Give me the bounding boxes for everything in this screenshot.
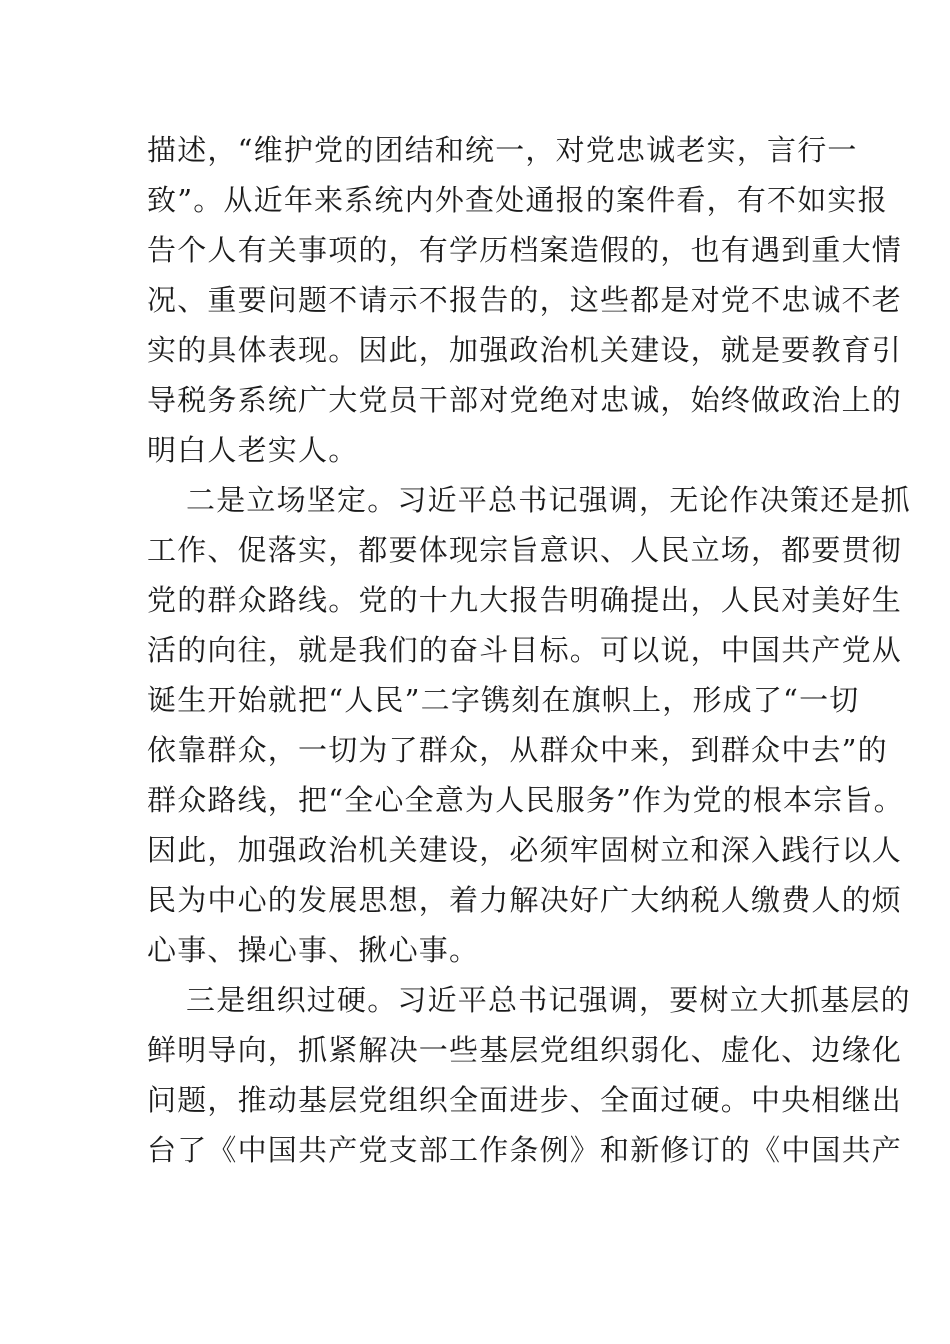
text-line: 群众路线，把“全心全意为人民服务”作为党的根本宗旨。	[147, 783, 904, 817]
text-line: 因此，加强政治机关建设，必须牢固树立和深入践行以人	[147, 833, 903, 867]
text-line: 鲜明导向，抓紧解决一些基层党组织弱化、虚化、边缘化	[147, 1033, 903, 1067]
text-line: 心事、操心事、揪心事。	[147, 933, 480, 967]
paragraph-first-line: 二是立场坚定。习近平总书记强调，无论作决策还是抓	[186, 483, 911, 517]
text-line: 致”。从近年来系统内外查处通报的案件看，有不如实报	[147, 183, 888, 217]
text-line: 描述，“维护党的团结和统一，对党忠诚老实，言行一	[147, 133, 858, 167]
text-line: 工作、促落实，都要体现宗旨意识、人民立场，都要贯彻	[147, 533, 903, 567]
text-line: 活的向往，就是我们的奋斗目标。可以说，中国共产党从	[147, 633, 903, 667]
text-line: 台了《中国共产党支部工作条例》和新修订的《中国共产	[147, 1133, 903, 1167]
text-line: 导税务系统广大党员干部对党绝对忠诚，始终做政治上的	[147, 383, 903, 417]
text-line: 明白人老实人。	[147, 433, 359, 467]
text-line: 况、重要问题不请示不报告的，这些都是对党不忠诚不老	[147, 283, 903, 317]
paragraph-first-line: 三是组织过硬。习近平总书记强调，要树立大抓基层的	[186, 983, 911, 1017]
text-line: 党的群众路线。党的十九大报告明确提出，人民对美好生	[147, 583, 903, 617]
text-line: 问题，推动基层党组织全面进步、全面过硬。中央相继出	[147, 1083, 903, 1117]
text-line: 诞生开始就把“人民”二字镌刻在旗帜上，形成了“一切	[147, 683, 860, 717]
text-line: 民为中心的发展思想，着力解决好广大纳税人缴费人的烦	[147, 883, 903, 917]
text-line: 依靠群众，一切为了群众，从群众中来，到群众中去”的	[147, 733, 888, 767]
text-line: 实的具体表现。因此，加强政治机关建设，就是要教育引	[147, 333, 903, 367]
text-line: 告个人有关事项的，有学历档案造假的，也有遇到重大情	[147, 233, 903, 267]
